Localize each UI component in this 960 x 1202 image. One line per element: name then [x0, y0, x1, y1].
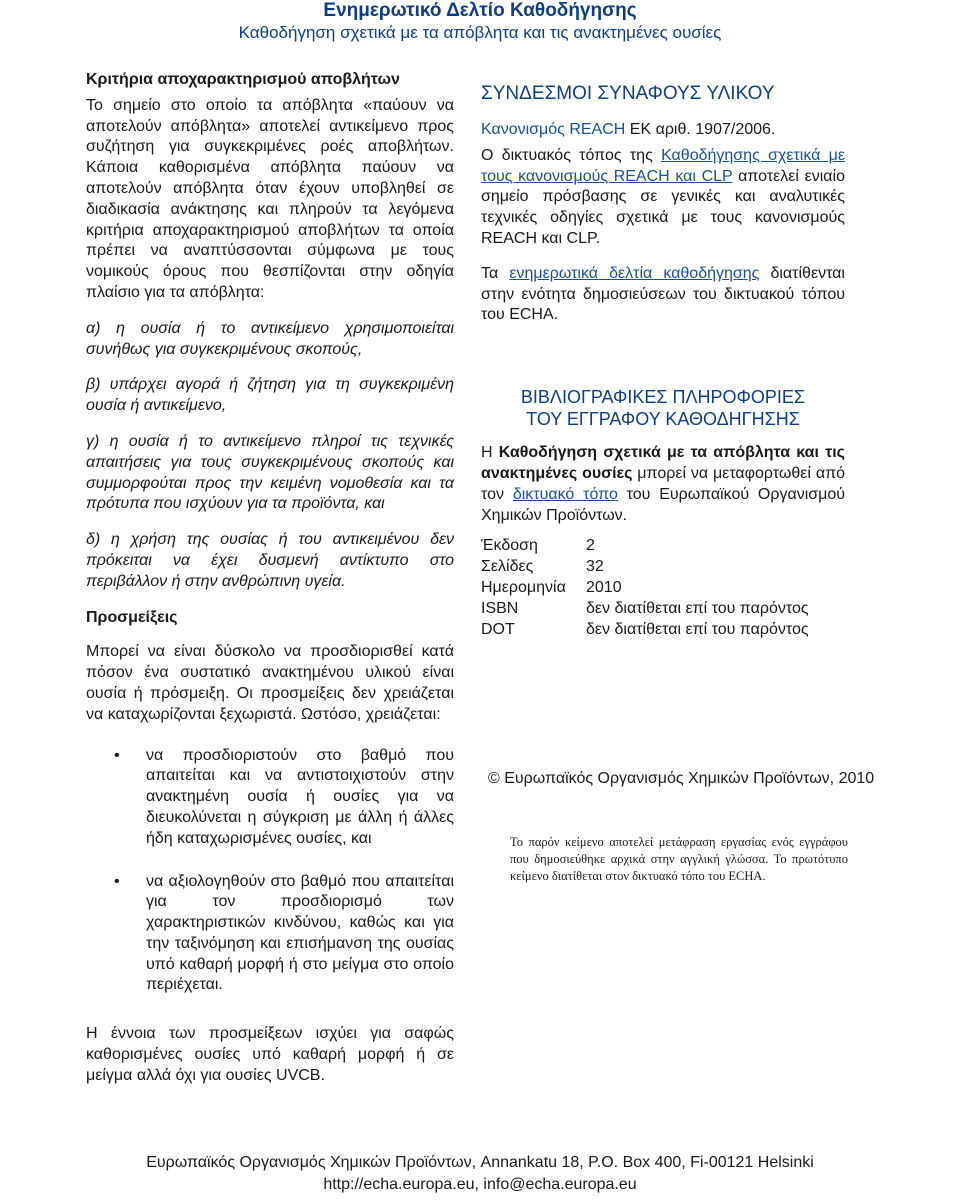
end-of-waste-heading: Κριτήρια αποχαρακτηρισμού αποβλήτων [86, 71, 400, 88]
list-item [86, 872, 454, 997]
table-row: Ημερομηνία 2010 [481, 578, 622, 596]
end-of-waste-intro: Το σημείο στο οποίο τα απόβλητα «παύουν να αποτελούν απόβλητα» αποτελεί αντικείμενο προς συζήτηση για συγκεκριμένες ροές αποβλήτων. Κάποια καθορισμένα απόβλητα παύουν να αποτελούν απόβλητα όταν έχουν υποβληθεί σε διαδικασία ανάκτησης και πληρούν τα λεγόμενα κριτήρια αποχαρακτηρισμού αποβλήτων τα οποία πρέπει να αναπτύσσονται σύμφωνα με τους νομικούς όρους που θεσπίζονται στην οδηγία πλαίσιο για τα απόβλητα: [86, 96, 454, 301]
impurities-closing: Η έννοια των προσμείξεων ισχύει για σαφώς καθορισμένες ουσίες υπό καθαρή μορφή ή σε μείγμα αλλά όχι για ουσίες UVCB. [86, 1025, 454, 1084]
right-column [481, 82, 845, 640]
translation-note: Το παρόν κείμενο αποτελεί μετάφραση εργασίας ενός εγγράφου που δημοσιεύθηκε αρχικά στην αγγλική γλώσσα. Το πρωτότυπο κείμενο διατίθεται στον δικτυακό τόπο του ECHA. [510, 835, 848, 883]
related-links-heading: ΣΥΝΔΕΣΜΟΙ ΣΥΝΑΦΟΥΣ ΥΛΙΚΟΥ [481, 83, 775, 104]
bibliographic-text: Η Καθοδήγηση σχετικά με τα απόβλητα και τις ανακτημένες ουσίες μπορεί να μεταφορτωθεί από τον δικτυακό τόπο του Ευρωπαϊκού Οργανισμού Χημικών Προϊόντων. [481, 444, 846, 524]
guidance-title: Καθοδήγηση σχετικά με τα απόβλητα και τις ανακτημένες ουσίες [481, 444, 845, 482]
fact-sheets-link[interactable]: ενημερωτικά δελτία καθοδήγησης [509, 264, 760, 282]
guidance-website-text: Ο δικτυακός τόπος της Καθοδήγησης σχετικά με τους κανονισμούς REACH και CLP αποτελεί ενιαίο σημείο πρόσβασης σε γενικές και αναλυτικές τεχνικές οδηγίες σχετικά με τους κανονισμούς REACH και CLP. [481, 146, 846, 247]
page-footer [0, 1152, 960, 1196]
page-header [0, 0, 960, 44]
impurities-bullet-list [86, 746, 454, 997]
publication-details-table [481, 536, 809, 640]
table-row: DOT δεν διατίθεται επί του παρόντος [481, 620, 809, 638]
reach-regulation-line: Κανονισμός REACH ΕΚ αριθ. 1907/2006. [481, 121, 776, 138]
criterion-c: γ) η ουσία ή το αντικείμενο πληροί τις τεχνικές απαιτήσεις για τους συγκεκριμένους σκοπούς και συμμορφούται προς την κειμένη νομοθεσία και τα πρότυπα που ισχύουν για τα προϊόντα, και [86, 432, 454, 513]
footer-contact: http://echa.europa.eu, info@echa.europa.eu [323, 1176, 637, 1193]
fact-sheets-text: Τα ενημερωτικά δελτία καθοδήγησης διατίθενται στην ενότητα δημοσιεύσεων του δικτυακού τόπου του ECHA. [481, 264, 845, 324]
left-column [86, 70, 454, 1087]
bullet-text: να αξιολογηθούν στο βαθμό που απαιτείται για τον προσδιορισμό των χαρακτηριστικών κινδύνου, καθώς και για την ταξινόμηση και επισήμανση της ουσίας υπό καθαρή μορφή ή στο μείγμα στο οποίο περιέχεται. [146, 872, 454, 994]
criterion-d: δ) η χρήση της ουσίας ή του αντικειμένου δεν πρόκειται να έχει δυσμενή αντίκτυπο στο περιβάλλον ή στην ανθρώπινη υγεία. [86, 531, 454, 590]
bibliographic-heading: ΒΙΒΛΙΟΓΡΑΦΙΚΕΣ ΠΛΗΡΟΦΟΡΙΕΣ ΤΟΥ ΕΓΓΡΑΦΟΥ ΚΑΘΟΔΗΓΗΣΗΣ [520, 387, 806, 430]
echa-website-link[interactable]: δικτυακό τόπο [512, 485, 618, 503]
copyright-notice: © Ευρωπαϊκός Οργανισμός Χημικών Προϊόντων, 2010 [488, 770, 875, 787]
bullet-text: να προσδιοριστούν στο βαθμό που απαιτείται και να αντιστοιχιστούν στην ανακτημένη ουσία ή ουσίες για να διευκολύνεται η σύγκριση με άλλη ή άλλες ήδη καταχωρισμένες ουσίες, και [146, 746, 454, 847]
guidance-website-link[interactable]: Καθοδήγησης σχετικά με τους κανονισμούς REACH και CLP [481, 146, 845, 185]
bullet-icon: • [114, 872, 120, 890]
table-row: Σελίδες 32 [481, 558, 604, 576]
footer-address: Ευρωπαϊκός Οργανισμός Χημικών Προϊόντων, Annankatu 18, P.O. Box 400, Fi-00121 Helsinki [146, 1154, 814, 1171]
table-row: Έκδοση 2 [481, 537, 595, 555]
impurities-text: Μπορεί να είναι δύσκολο να προσδιορισθεί κατά πόσον ένα συστατικό ανακτημένου υλικού είναι ουσία ή πρόσμειξη. Οι προσμείξεις δεν χρειάζεται να καταχωρίζονται ξεχωριστά. Ωστόσο, χρειάζεται: [86, 643, 454, 723]
criterion-b: β) υπάρχει αγορά ή ζήτηση για τη συγκεκριμένη ουσία ή αντικείμενο, [86, 376, 454, 415]
criterion-a: α) η ουσία ή το αντικείμενο χρησιμοποιείται συνήθως για συγκεκριμένους σκοπούς, [86, 319, 454, 358]
document-title: Ενημερωτικό Δελτίο Καθοδήγησης [323, 0, 637, 21]
table-row: ISBN δεν διατίθεται επί του παρόντος [481, 599, 809, 617]
bullet-icon: • [114, 746, 120, 764]
list-item [86, 746, 454, 850]
document-subtitle: Καθοδήγηση σχετικά με τα απόβλητα και τις ανακτημένες ουσίες [238, 23, 722, 42]
reach-regulation-link[interactable]: Κανονισμός REACH [481, 121, 626, 138]
impurities-heading: Προσμείξεις [86, 608, 178, 626]
